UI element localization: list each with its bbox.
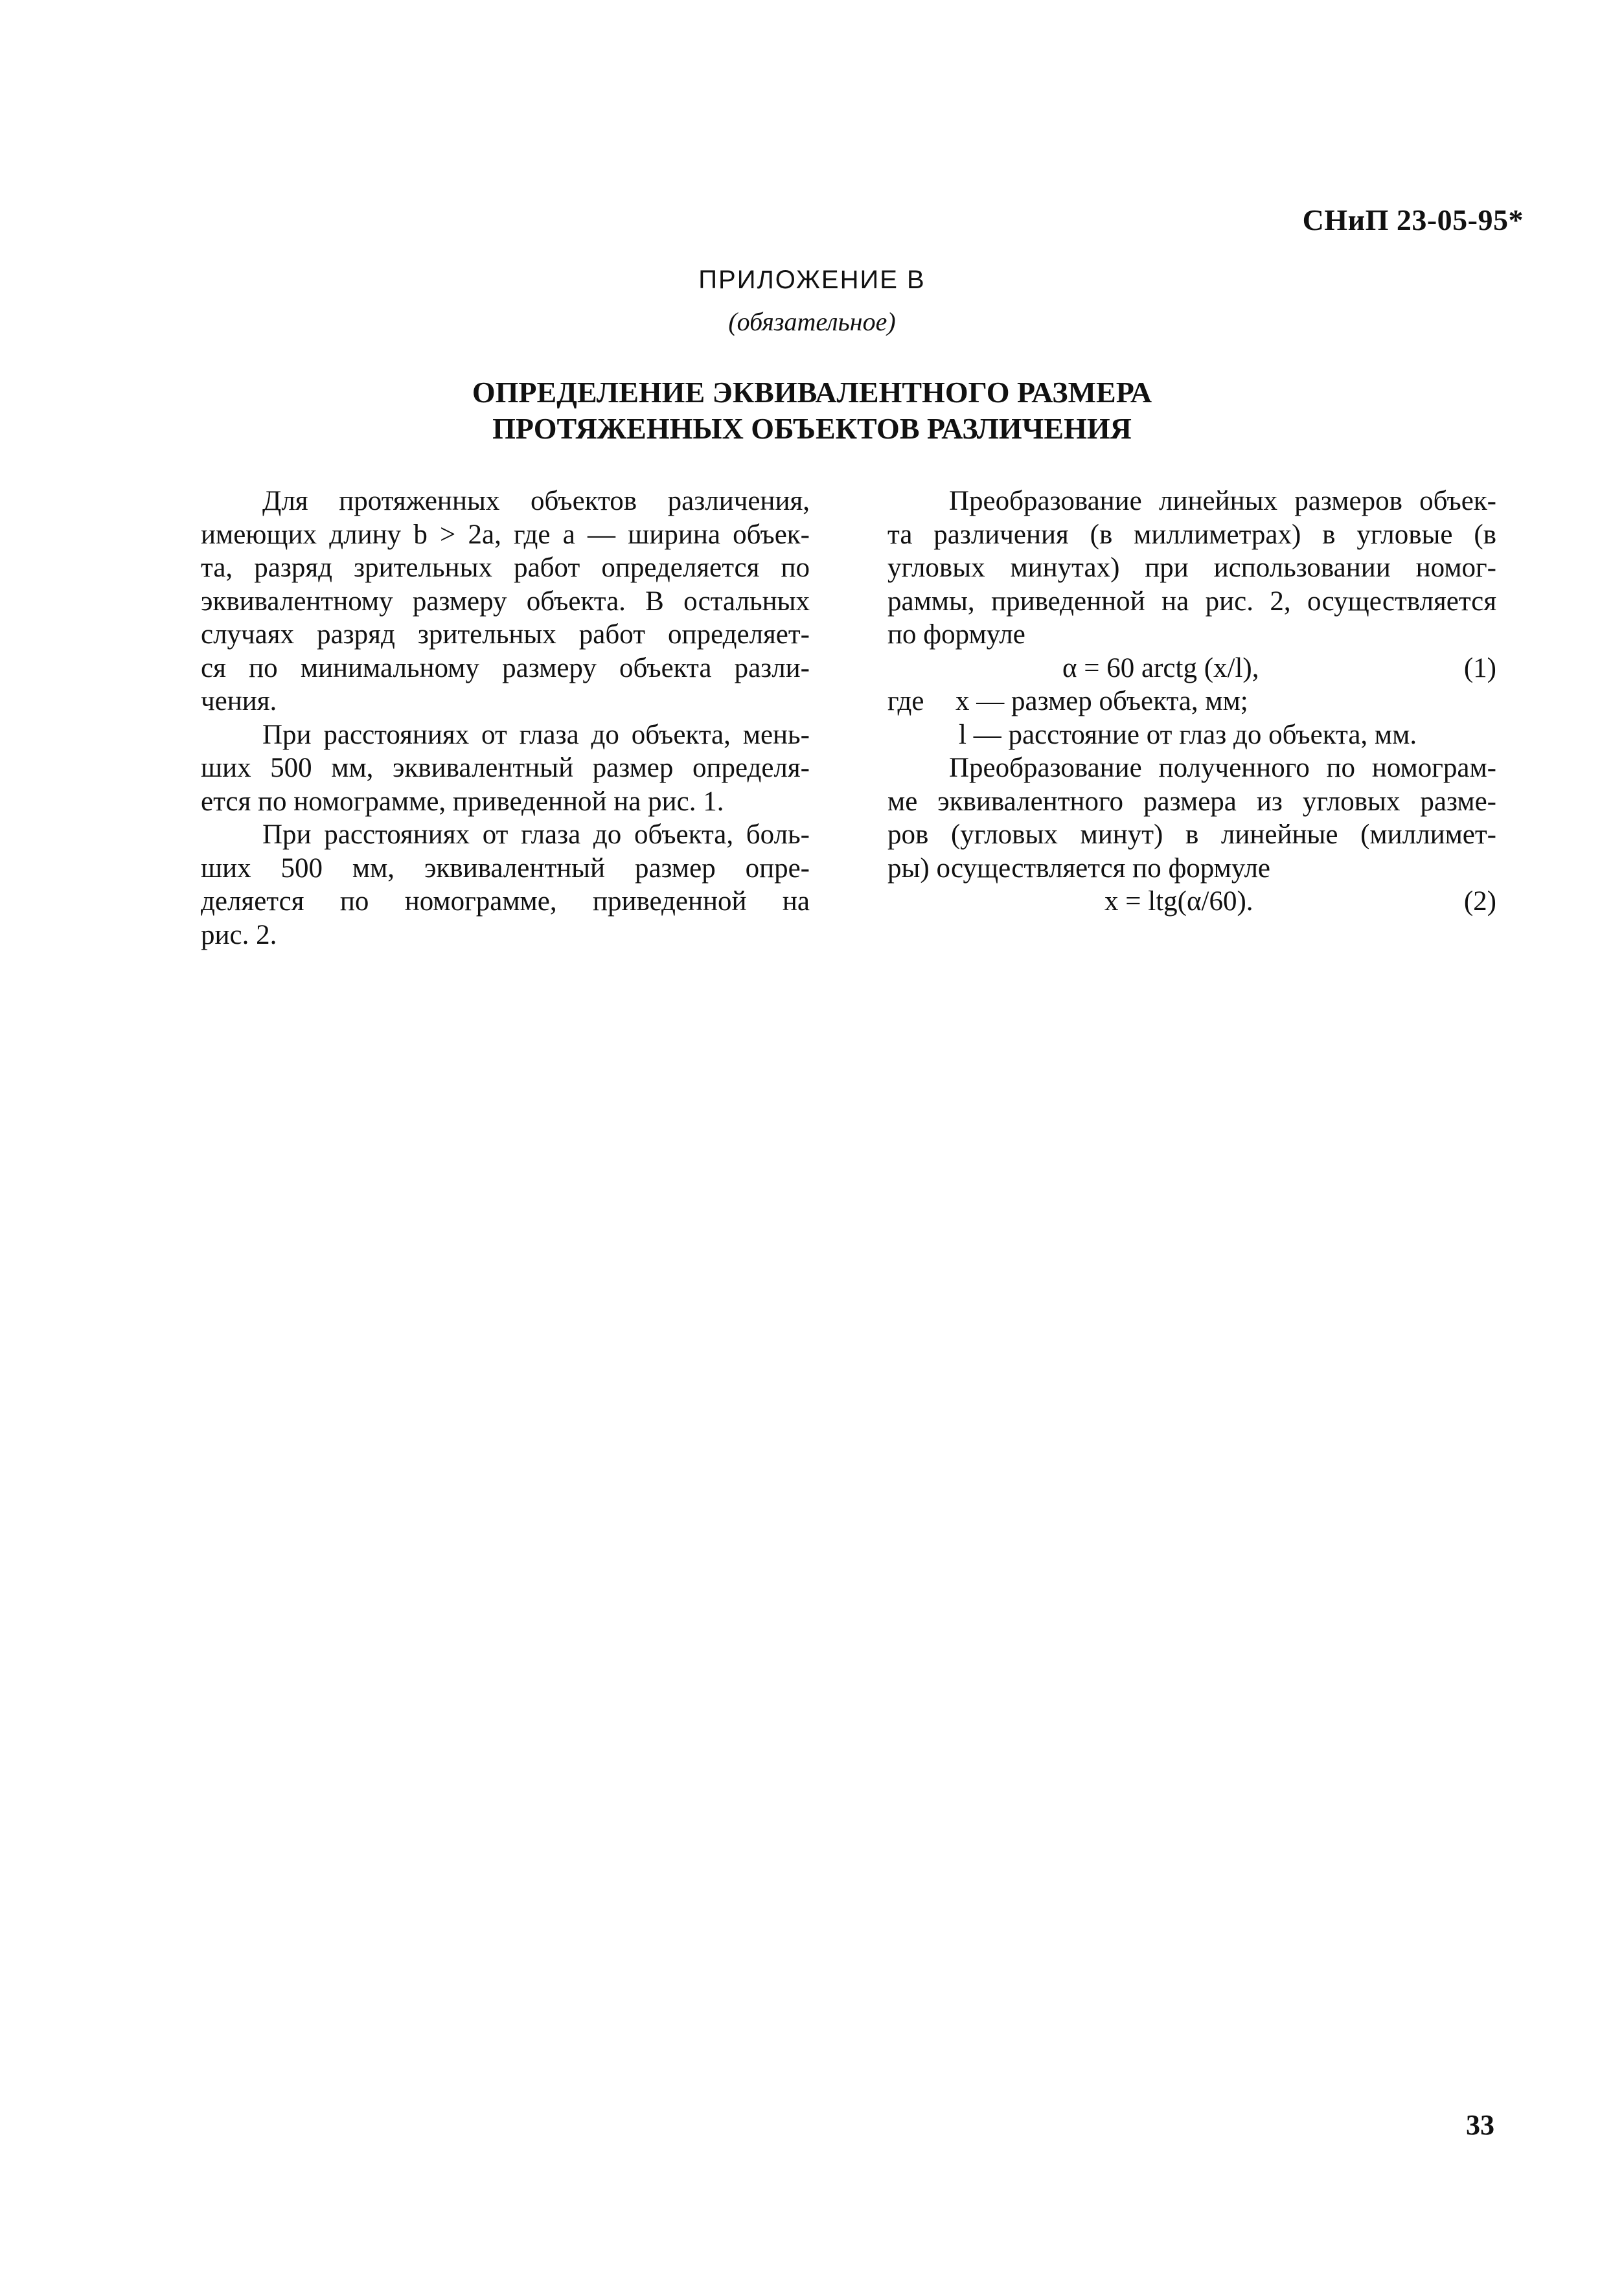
definition-line-2 — [887, 718, 1496, 752]
paragraph-line: та различения (в миллиметрах) в угловые (в — [887, 519, 1496, 550]
paragraph-line: по формуле — [887, 619, 1025, 650]
appendix-status: (обязательное) — [728, 307, 896, 336]
paragraph-line: ших 500 мм, эквивалентный размер определя- — [201, 753, 810, 783]
paragraph-line: Преобразование линейных размеров объек- — [949, 486, 1496, 516]
appendix-label: ПРИЛОЖЕНИЕ В — [698, 266, 926, 294]
formula-1 — [887, 652, 1496, 685]
page-number: 33 — [1466, 2109, 1494, 2141]
formula-2-expression: x = ltg(α/60). — [1104, 886, 1253, 917]
paragraph-line: рис. 2. — [201, 919, 277, 950]
paragraph-line: ме эквивалентного размера из угловых разме- — [887, 786, 1496, 817]
paragraph-line: ры) осуществляется по формуле — [887, 852, 1271, 884]
paragraph-line: та, разряд зрительных работ определяется по — [201, 553, 810, 583]
document-code: СНиП 23-05-95* — [1302, 203, 1524, 236]
paragraph-line: ров (угловых минут) в линейные (миллимет- — [887, 819, 1496, 850]
paragraph-line: ся по минимальному размеру объекта разли- — [201, 652, 810, 683]
section-title-line-1: ОПРЕДЕЛЕНИЕ ЭКВИВАЛЕНТНОГО РАЗМЕРА — [472, 376, 1152, 409]
paragraph-line: имеющих длину b > 2a, где a — ширина объек- — [201, 519, 810, 550]
formula-1-expression: α = 60 arctg (x/l), — [1062, 652, 1259, 683]
paragraph-line: При расстояниях от глаза до объекта, боль- — [262, 819, 810, 850]
paragraph-line: ется по номограмме, приведенной на рис. 1. — [201, 786, 724, 817]
formula-2-number: (2) — [1463, 886, 1496, 917]
formula-1-number: (1) — [1463, 652, 1496, 683]
right-column — [887, 485, 1496, 919]
paragraph-line: чения. — [201, 686, 277, 716]
definition-line-1 — [887, 685, 1496, 718]
formula-2 — [887, 885, 1496, 919]
section-title-line-2: ПРОТЯЖЕННЫХ ОБЪЕКТОВ РАЗЛИЧЕНИЯ — [492, 412, 1132, 445]
section-title — [0, 374, 1624, 447]
paragraph-line: эквивалентному размеру объекта. В остальных — [201, 586, 810, 617]
definition-x: x — размер объекта, мм; — [955, 686, 1248, 716]
paragraph-line: угловых минутах) при использовании номог- — [887, 553, 1496, 583]
paragraph-line: ших 500 мм, эквивалентный размер опре- — [201, 852, 810, 884]
paragraph-line: Преобразование полученного по номограм- — [949, 753, 1496, 783]
paragraph-line: При расстояниях от глаза до объекта, мень- — [262, 719, 810, 750]
where-word: где — [887, 686, 924, 716]
paragraph-line: деляется по номограмме, приведенной на — [201, 886, 810, 917]
paragraph-line: раммы, приведенной на рис. 2, осуществляется — [887, 586, 1496, 617]
left-column — [201, 485, 810, 952]
definition-l: l — расстояние от глаз до объекта, мм. — [959, 719, 1417, 750]
paragraph-line: Для протяженных объектов различения, — [262, 486, 810, 516]
paragraph-line: случаях разряд зрительных работ определяет- — [201, 619, 810, 650]
